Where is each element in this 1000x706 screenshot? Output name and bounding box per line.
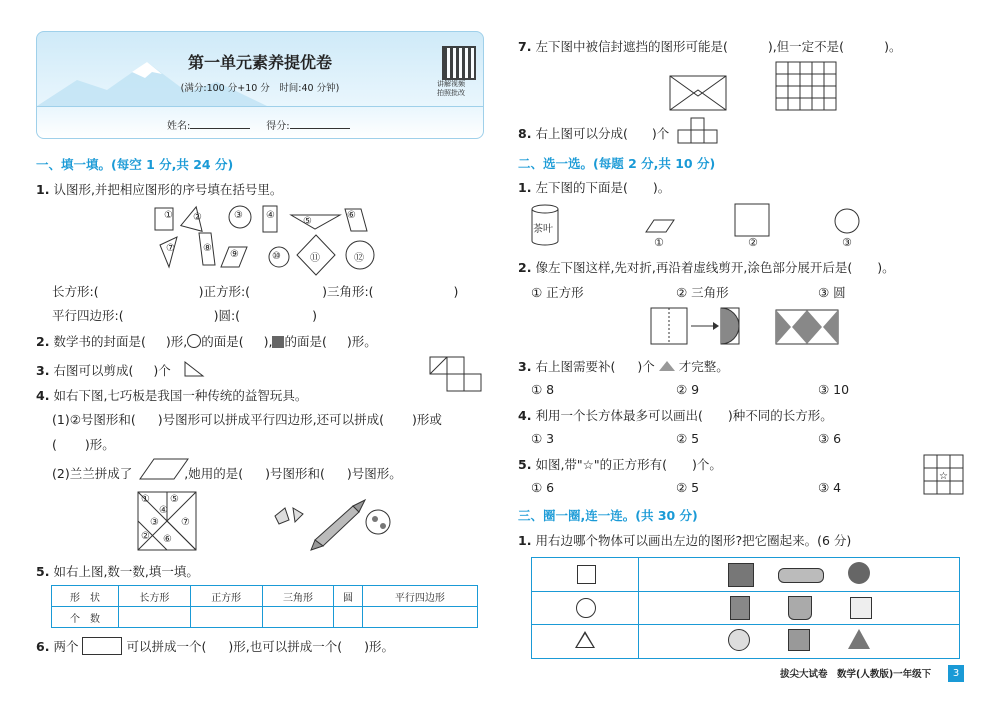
page-number: 3: [948, 665, 964, 682]
pyramid-object-icon[interactable]: [848, 629, 870, 649]
q5-text: 5. 如右上图,数一数,填一填。: [36, 564, 199, 579]
shape-label: ⑦: [166, 243, 175, 254]
clock-icon: [187, 334, 201, 348]
qr-caption: 讲解视频 拍照批改: [437, 80, 465, 97]
table-header: 三角形: [262, 586, 334, 607]
book-object-icon[interactable]: [730, 596, 750, 620]
pencil-case-object-icon[interactable]: [778, 568, 824, 583]
option-label[interactable]: ③: [842, 236, 852, 249]
exam-header: [36, 31, 484, 139]
option-label[interactable]: ③ 6: [818, 431, 842, 446]
q7-text: 7. 左下图中被信封遮挡的图形可能是( ),但一定不是( )。: [518, 39, 902, 54]
option-label[interactable]: ① 3: [531, 431, 555, 446]
shape-label: ⑨: [230, 249, 239, 260]
triangle-icon: [659, 361, 675, 371]
dice-object-icon[interactable]: [850, 597, 872, 619]
table-row-label: 个 数: [52, 607, 119, 628]
answer-cell[interactable]: [262, 607, 334, 628]
grid-cell: [788, 86, 800, 98]
grid-cell: [824, 62, 836, 74]
option-label[interactable]: ③ 4: [818, 480, 842, 495]
grid-cell: [776, 98, 788, 110]
parallelogram-icon: [140, 459, 190, 481]
shape-label: ⑧: [203, 243, 212, 254]
q4-part-2: (2)兰兰拼成了 ,她用的是( )号图形和( )号图形。: [52, 466, 402, 481]
option-label[interactable]: ① 8: [531, 382, 555, 397]
grid-cell: [788, 74, 800, 86]
table-header: 长方形: [119, 586, 191, 607]
c4-text: 4. 利用一个长方体最多可以画出( )种不同的长方形。: [518, 408, 833, 423]
grid-cell: [824, 98, 836, 110]
shape-label: ⑥: [347, 210, 356, 221]
tangram-rocket-figures: [275, 500, 395, 550]
square-shape: [577, 565, 596, 584]
answer-cell[interactable]: [362, 607, 477, 628]
grid-cell: [788, 62, 800, 74]
shape-label: ①: [164, 210, 173, 221]
q4-part-1: (1)②号图形和( )号图形可以拼成平行四边形,还可以拼成( )形或: [52, 412, 442, 427]
q4-text: 4. 如右下图,七巧板是我国一种传统的益智玩具。: [36, 388, 308, 403]
box-object-icon[interactable]: [728, 563, 754, 587]
grid-cell: [824, 86, 836, 98]
c3-text: 3. 右上图需要补( )个 才完整。: [518, 359, 729, 374]
shape-label: ③: [234, 210, 243, 221]
shape-label: ⑤: [303, 216, 312, 227]
bucket-object-icon[interactable]: [788, 596, 812, 620]
option-label[interactable]: ② 5: [676, 431, 700, 446]
tea-can-label: 茶叶: [533, 224, 553, 235]
q4-part-1-cont: ( )形。: [52, 437, 115, 452]
square-option: [735, 204, 771, 240]
q8-text: 8. 右上图可以分成( )个: [518, 126, 670, 141]
score-field[interactable]: [290, 128, 350, 129]
basketball-object-icon[interactable]: [848, 562, 870, 584]
grid-cell: [812, 62, 824, 74]
tangram-label: ⑤: [170, 494, 179, 505]
footer-brand: 拔尖大试卷 数学(人教版)一年级下: [780, 669, 932, 680]
c5-text: 5. 如图,带"☆"的正方形有( )个。: [518, 457, 722, 472]
section-3-title: 三、圈一圈,连一连。(共 30 分): [518, 508, 698, 523]
tangram-label: ③: [150, 517, 159, 528]
gift-box-object-icon[interactable]: [788, 629, 810, 651]
option-label[interactable]: ③ 圆: [818, 285, 846, 300]
triangle-shape-inner: [577, 634, 593, 647]
d1-text: 1. 用右边哪个物体可以画出左边的图形?把它圈起来。(6 分): [518, 533, 852, 548]
option-label[interactable]: ② 9: [676, 382, 700, 397]
option-label[interactable]: ② 三角形: [676, 285, 729, 300]
q6-text: 6. 两个 可以拼成一个( )形,也可以拼成一个( )形。: [36, 639, 394, 654]
shape-object-matching-grid: [531, 557, 960, 659]
q2-text: 2. 数学书的封面是( )形, 的面是( ), 的面是( )形。: [36, 334, 377, 349]
c1-text: 1. 左下图的下面是( )。: [518, 180, 671, 195]
table-header: 平行四边形: [362, 586, 477, 607]
q1-answer-row-1: 长方形:( )正方形:( )三角形:( ): [52, 284, 459, 299]
option-label[interactable]: ① 6: [531, 480, 555, 495]
table-header: 圆: [334, 586, 362, 607]
shape-label: ⑪: [310, 253, 320, 264]
qr-code-icon[interactable]: [442, 46, 476, 80]
table-header: 正方形: [190, 586, 262, 607]
grid-cell: [788, 98, 800, 110]
grid-cell: [800, 98, 812, 110]
tangram-label: ⑦: [181, 517, 190, 528]
grid-cell: [800, 62, 812, 74]
rubik-cube-icon: [272, 336, 284, 348]
exam-title: 第一单元素养提优卷: [187, 53, 332, 72]
grid-cell: [812, 98, 824, 110]
section-1-title: 一、填一填。(每空 1 分,共 24 分): [36, 157, 234, 172]
q3-text: 3. 右图可以剪成( )个: [36, 363, 171, 378]
table-header: 形 状: [52, 586, 119, 607]
grid-cell: [776, 86, 788, 98]
q1-answer-row-2: 平行四边形:( )圆:( ): [52, 308, 317, 323]
grid-cell: [800, 86, 812, 98]
answer-cell[interactable]: [334, 607, 362, 628]
tangram-label: ②: [141, 531, 150, 542]
grid-cell: [824, 74, 836, 86]
option-label[interactable]: ③ 10: [818, 382, 850, 397]
exam-subtitle: (满分:100 分+10 分 时间:40 分钟): [180, 83, 340, 94]
star-grid-figure: [924, 455, 964, 495]
svg-text:☆: ☆: [939, 471, 948, 482]
tangram-label: ⑥: [163, 534, 172, 545]
tangram-label: ④: [159, 505, 168, 516]
section-2-title: 二、选一选。(每题 2 分,共 10 分): [518, 156, 716, 171]
answer-cell[interactable]: [190, 607, 262, 628]
soccer-ball-object-icon[interactable]: [728, 629, 750, 651]
tangram-label: ①: [141, 494, 150, 505]
shape-label: ②: [193, 212, 202, 223]
option-label[interactable]: ②: [748, 236, 758, 249]
fold-cut-figure: [651, 308, 771, 348]
q1-text: 1. 认图形,并把相应图形的序号填在括号里。: [36, 182, 283, 197]
grid-figure: [776, 62, 838, 114]
option-label[interactable]: ①: [654, 236, 664, 249]
q5-count-table: [51, 585, 478, 628]
q3-figure: [430, 357, 482, 393]
shape-label: ⑩: [272, 251, 281, 262]
circle-shape: [576, 598, 596, 618]
grid-cell: [812, 74, 824, 86]
net-shape-icon: [678, 118, 720, 144]
unfolded-pattern-figure: [776, 310, 840, 346]
name-field[interactable]: [190, 128, 250, 129]
rectangle-icon: [82, 637, 122, 655]
c2-text: 2. 像左下图这样,先对折,再沿着虚线剪开,涂色部分展开后是( )。: [518, 260, 895, 275]
name-score-line: 姓名: 得分:: [167, 117, 350, 132]
shape-label: ⑫: [354, 253, 364, 264]
circle-option: [834, 208, 862, 236]
grid-cell: [812, 86, 824, 98]
grid-cell: [776, 74, 788, 86]
grid-cell: [800, 74, 812, 86]
grid-cell: [776, 62, 788, 74]
option-label[interactable]: ② 5: [676, 480, 700, 495]
answer-cell[interactable]: [119, 607, 191, 628]
option-label[interactable]: ① 正方形: [531, 285, 584, 300]
parallelogram-option: [646, 220, 676, 234]
envelope-figure: [670, 76, 730, 112]
shape-label: ④: [266, 210, 275, 221]
right-triangle-icon: [185, 362, 205, 376]
